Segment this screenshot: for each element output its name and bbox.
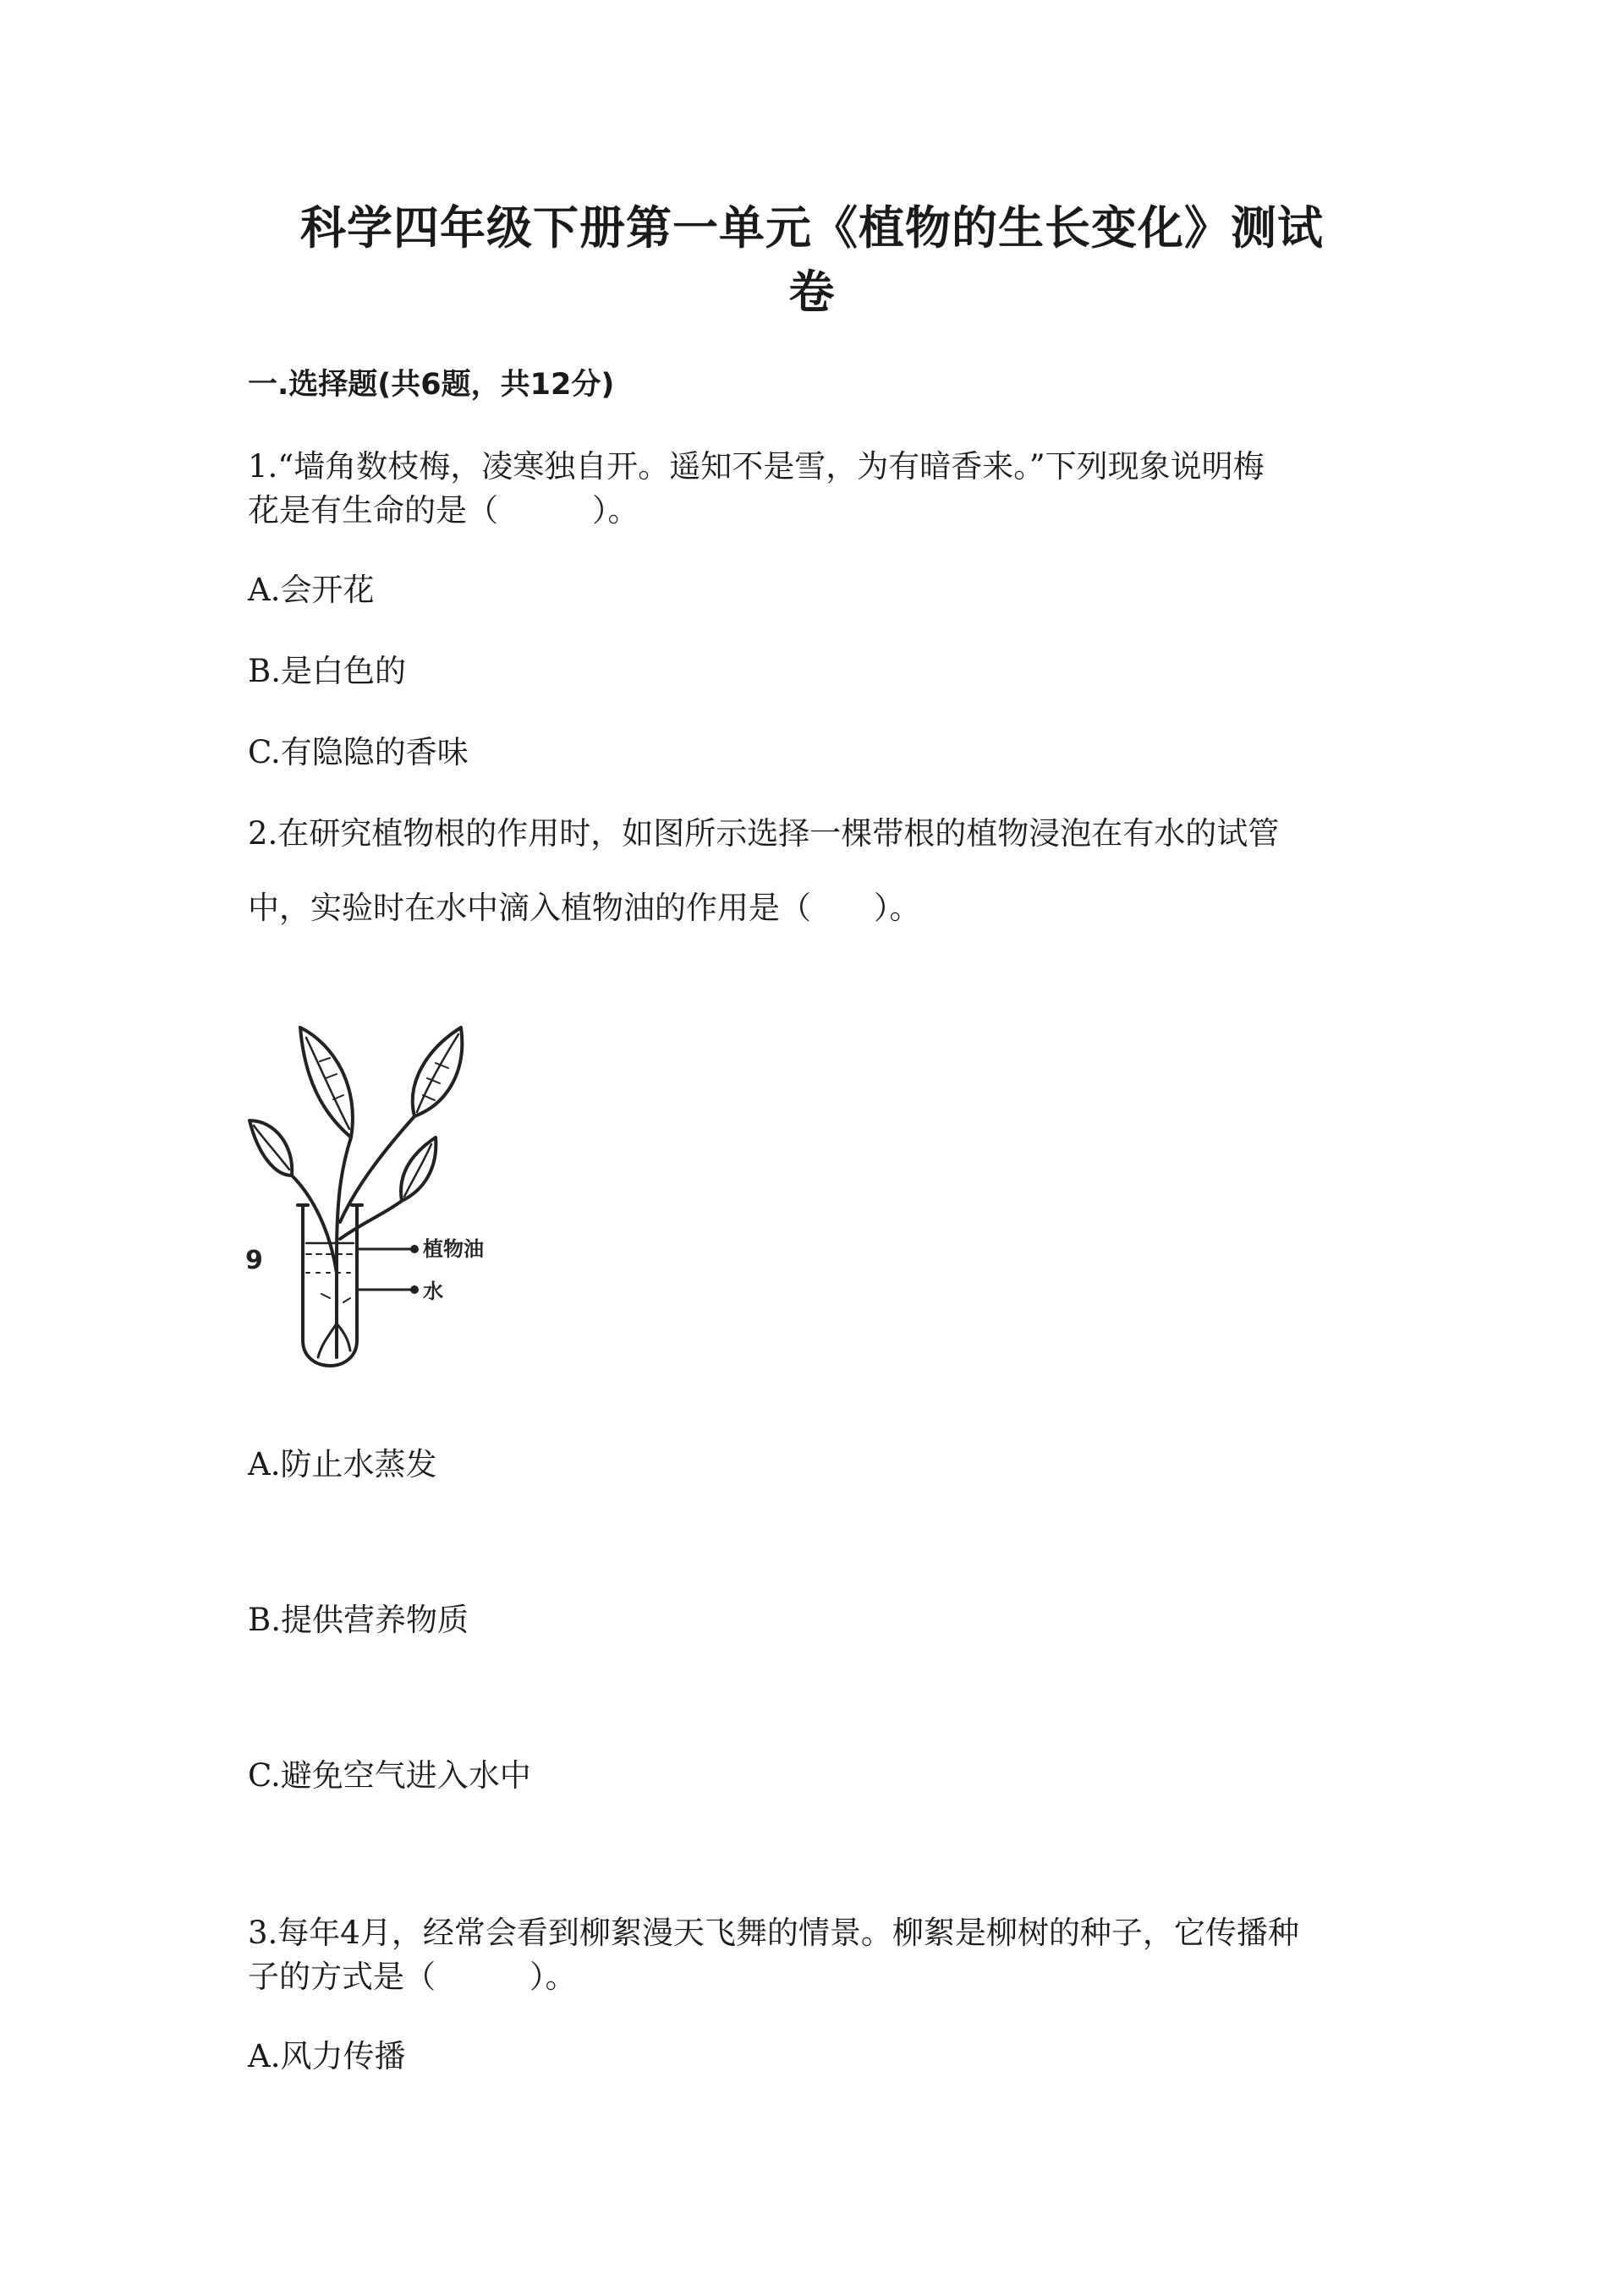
title-line-2: 卷: [788, 266, 836, 319]
figure-label-oil: 植物油: [423, 1237, 484, 1261]
plant-in-test-tube-illustration: [245, 1002, 499, 1374]
question-1-line-2: 花是有生命的是（ ）。: [248, 492, 639, 529]
figure-number: 9: [245, 1246, 263, 1275]
page-title: [245, 196, 1379, 325]
title-line-1: 科学四年级下册第一单元《植物的生长变化》测试: [300, 201, 1324, 255]
question-1-option-b[interactable]: B.是白色的: [248, 653, 406, 689]
question-1-option-a[interactable]: A.会开花: [248, 572, 375, 608]
question-3-line-1: 3.每年4月，经常会看到柳絮漫天飞舞的情景。柳絮是柳树的种子，它传播种: [248, 1915, 1299, 1951]
question-1-line-1: 1.“墙角数枝梅，凌寒独自开。遥知不是雪，为有暗香来。”下列现象说明梅: [248, 448, 1265, 485]
question-2-option-a[interactable]: A.防止水蒸发: [248, 1446, 437, 1482]
question-2-option-c[interactable]: C.避免空气进入水中: [248, 1757, 531, 1794]
figure-label-water: 水: [423, 1280, 443, 1303]
question-2-line-2: 中，实验时在水中滴入植物油的作用是（ ）。: [248, 890, 921, 926]
question-3-line-2: 子的方式是（ ）。: [248, 1959, 577, 1995]
question-2-option-b[interactable]: B.提供营养物质: [248, 1602, 469, 1638]
question-3-option-a[interactable]: A.风力传播: [248, 2038, 406, 2074]
question-2-line-1: 2.在研究植物根的作用时，如图所示选择一棵带根的植物浸泡在有水的试管: [248, 815, 1280, 852]
question-1-option-c[interactable]: C.有隐隐的香味: [248, 734, 469, 770]
plant-test-tube-figure: [245, 1002, 499, 1374]
section-heading: 一.选择题(共6题，共12分): [248, 368, 615, 402]
